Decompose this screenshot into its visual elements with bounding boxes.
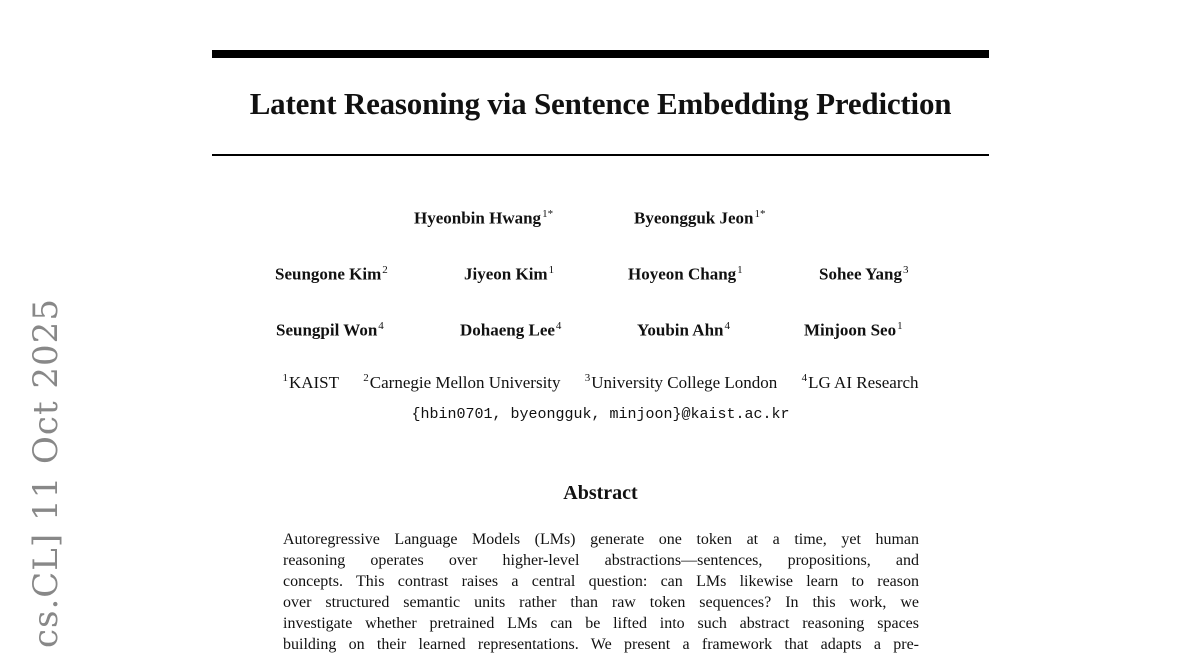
abstract-line: Autoregressive Language Models (LMs) generate one token at a time, yet human — [283, 531, 919, 548]
affiliation: $^4$LG AI Research — [801, 372, 919, 392]
author: Sohee Yang$^3$ — [819, 264, 909, 284]
abstract-line: building on their learned representations. We present a framework that adapts a pre- — [283, 636, 919, 653]
author: Seungpil Won$^4$ — [276, 320, 384, 340]
author-row-1 — [212, 208, 989, 234]
title-bottom-rule — [212, 154, 989, 156]
affiliation: $^2$Carnegie Mellon University — [363, 372, 561, 392]
author: Youbin Ahn$^4$ — [637, 320, 730, 340]
abstract-heading: Abstract — [563, 482, 638, 504]
affiliations — [212, 372, 989, 393]
arxiv-stamp: cs.CL] 11 Oct 2025 — [26, 298, 66, 648]
abstract-line: reasoning operates over higher-level abstractions—sentences, propositions, and — [283, 552, 919, 569]
author: Byeongguk Jeon$^{1*}$ — [634, 208, 766, 228]
author: Dohaeng Lee$^4$ — [460, 320, 562, 340]
author: Hyeonbin Hwang$^{1*}$ — [414, 208, 554, 228]
abstract-body — [283, 529, 919, 655]
paper-title: Latent Reasoning via Sentence Embedding Prediction — [249, 86, 952, 121]
affiliation: $^3$University College London — [584, 372, 778, 392]
author: Minjoon Seo$^1$ — [804, 320, 903, 340]
author: Jiyeon Kim$^1$ — [464, 264, 555, 284]
abstract-line: over structured semantic units rather than raw token sequences? In this work, we — [283, 594, 919, 611]
abstract-line: concepts. This contrast raises a central question: can LMs likewise learn to reason — [283, 573, 919, 590]
author-row-3 — [212, 320, 989, 346]
author: Seungone Kim$^2$ — [275, 264, 388, 284]
abstract-line: investigate whether pretrained LMs can be lifted into such abstract reasoning spaces — [283, 615, 919, 632]
author-row-2 — [212, 264, 989, 290]
author-email[interactable]: {hbin0701, byeongguk, minjoon}@kaist.ac.kr — [411, 406, 790, 423]
author: Hoyeon Chang$^1$ — [628, 264, 743, 284]
affiliation: $^1$KAIST — [282, 372, 340, 392]
title-top-rule — [212, 50, 989, 58]
